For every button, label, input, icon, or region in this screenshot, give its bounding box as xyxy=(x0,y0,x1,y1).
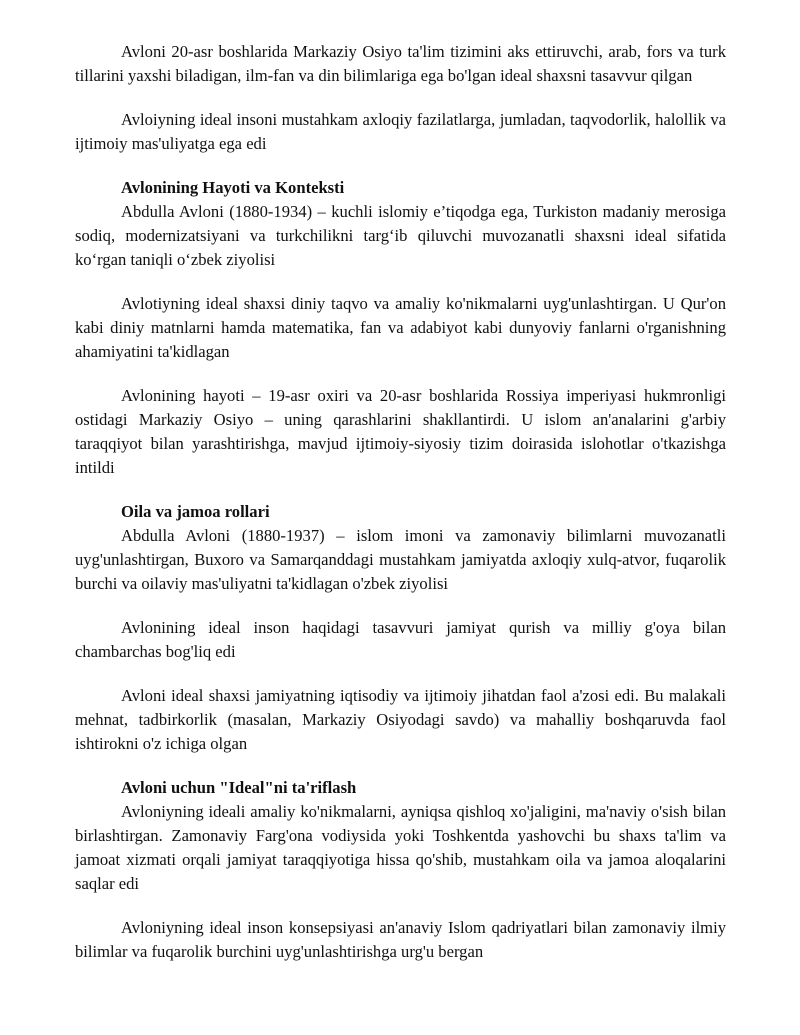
section-heading: Avloni uchun "Ideal"ni ta'riflash xyxy=(121,778,357,797)
section-ideal xyxy=(75,776,726,964)
section-oila xyxy=(75,500,726,756)
section-paragraph: Avlotiyning ideal shaxsi diniy taqvo va amaliy ko'nikmalarni uyg'unlashtirgan. U Qur'on kabi diniy matnlarni hamda matematika, fan va adabiyot kabi dunyoviy fanlarni o'rganishning ahamiyatini ta'kidlagan xyxy=(75,294,726,361)
document-page xyxy=(75,40,726,964)
section-paragraph: Avlonining hayoti – 19-asr oxiri va 20-asr boshlarida Rossiya imperiyasi hukmronligi ostidagi Markaziy Osiyo – uning qarashlarini shakllantirdi. U islom an'analarini g'arbiy taraqqiyot bilan yarashtirishga, mavjud ijtimoiy-siyosiy tizim doirasida islohotlar o'tkazishga intildi xyxy=(75,386,726,477)
section-hayoti xyxy=(75,176,726,480)
intro-paragraph-2: Avloiyning ideal insoni mustahkam axloqiy fazilatlarga, jumladan, taqvodorlik, halollik va ijtimoiy mas'uliyatga ega edi xyxy=(75,110,726,153)
section-paragraph: Avloniyning ideal inson konsepsiyasi an'anaviy Islom qadriyatlari bilan zamonaviy ilmiy bilimlar va fuqarolik burchini uyg'unlashtirishga urg'u bergan xyxy=(75,918,726,961)
section-paragraph: Avloni ideal shaxsi jamiyatning iqtisodiy va ijtimoiy jihatdan faol a'zosi edi. Bu malakali mehnat, tadbirkorlik (masalan, Markaziy Osiyodagi savdo) va mahalliy boshqaruvda faol ishtirokni o'z ichiga olgan xyxy=(75,686,726,753)
section-paragraph: Abdulla Avloni (1880-1934) – kuchli islomiy e’tiqodga ega, Turkiston madaniy merosiga sodiq, modernizatsiyani va turkchilikni targ‘ib qiluvchi muvozanatli shaxsni ideal sifatida ko‘rgan taniqli o‘zbek ziyolisi xyxy=(75,202,726,269)
section-heading: Avlonining Hayoti va Konteksti xyxy=(121,178,345,197)
intro-paragraph-1: Avloni 20-asr boshlarida Markaziy Osiyo ta'lim tizimini aks ettiruvchi, arab, fors va turk tillarini yaxshi biladigan, ilm-fan va din bilimlariga ega bo'lgan ideal shaxsni tasavvur qilgan xyxy=(75,42,726,85)
section-paragraph: Abdulla Avloni (1880-1937) – islom imoni va zamonaviy bilimlarni muvozanatli uyg'unlashtirgan, Buxoro va Samarqanddagi mustahkam jamiyatda axloqiy xulq-atvor, fuqarolik burchi va oilaviy mas'uliyatni ta'kidlagan o'zbek ziyolisi xyxy=(75,526,726,593)
section-heading: Oila va jamoa rollari xyxy=(121,502,270,521)
section-paragraph: Avloniyning ideali amaliy ko'nikmalarni, ayniqsa qishloq xo'jaligini, ma'naviy o'sish bilan birlashtirgan. Zamonaviy Farg'ona vodiysida yoki Toshkentda yashovchi bu shaxs ta'lim va jamoat xizmati orqali jamiyat taraqqiyotiga hissa qo'shib, mustahkam oila va jamoa aloqalarini saqlar edi xyxy=(75,802,726,893)
section-paragraph: Avlonining ideal inson haqidagi tasavvuri jamiyat qurish va milliy g'oya bilan chambarchas bog'liq edi xyxy=(75,618,726,661)
